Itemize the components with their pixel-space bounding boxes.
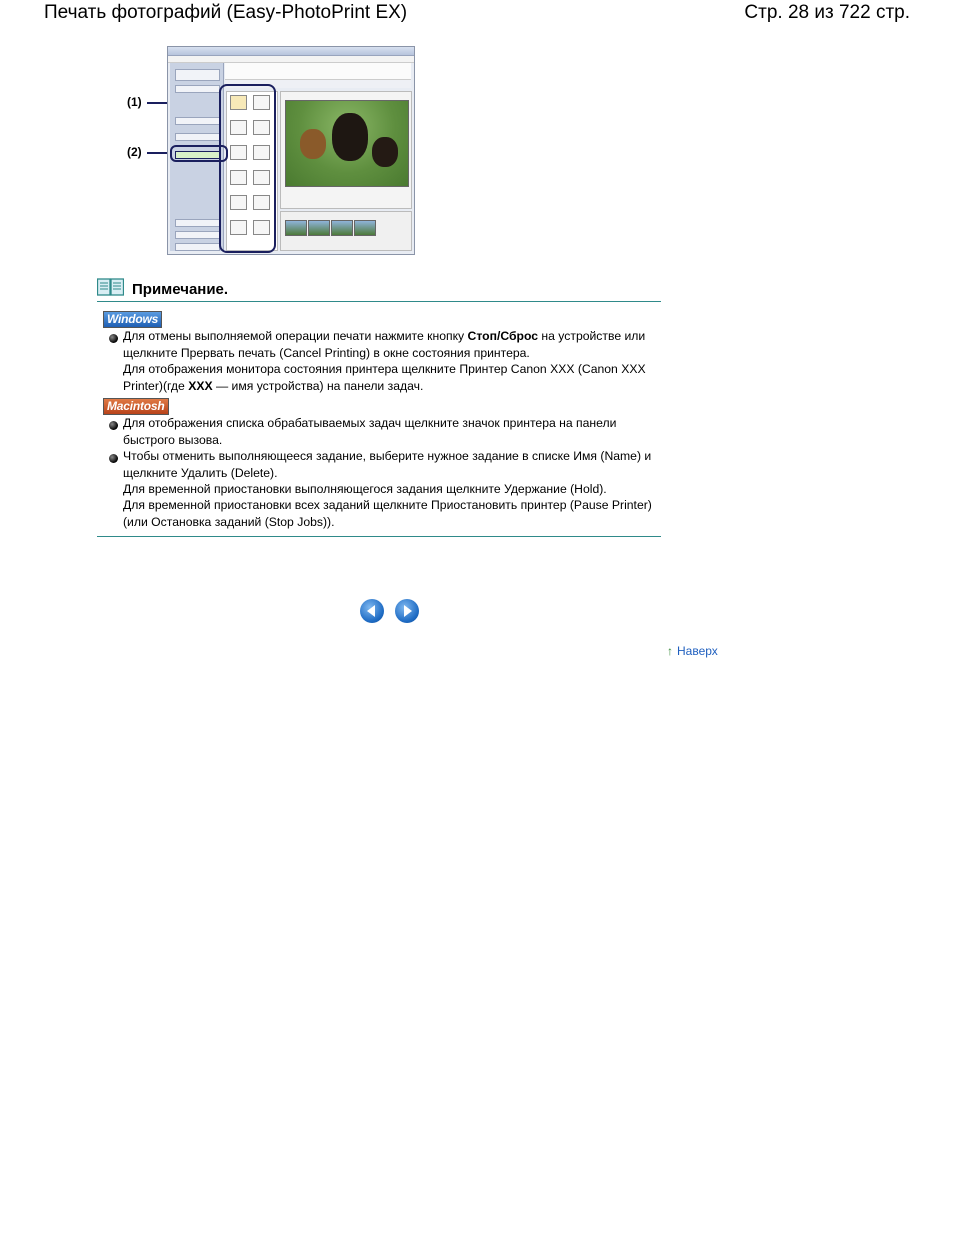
strip-photo [308, 220, 330, 236]
bullet-icon [109, 334, 118, 343]
macintosh-badge: Macintosh [103, 398, 169, 415]
strip-photo [285, 220, 307, 236]
sidebar-step [175, 85, 220, 93]
app-screenshot-figure [127, 44, 417, 256]
callout-label-2: (2) [127, 145, 142, 159]
sidebar-step [175, 69, 220, 81]
note-header [97, 276, 661, 302]
strip-photo [354, 220, 376, 236]
window-menubar [168, 56, 414, 63]
windows-note-cancel: Для отмены выполняемой операции печати нажмите кнопку Стоп/Сброс на устройстве или щелкните Прервать печать (Cancel Printing) в окне состояния принтера. [123, 329, 646, 360]
dog-shape [300, 129, 326, 159]
dog-shape [332, 113, 368, 161]
page-counter: Стр. 28 из 722 стр. [744, 2, 910, 23]
sidebar-step [175, 219, 220, 227]
open-book-icon [97, 277, 124, 297]
window-titlebar [168, 47, 414, 56]
document-title: Печать фотографий (Easy-PhotoPrint EX) [44, 2, 408, 23]
photo-strip [280, 211, 412, 251]
windows-badge: Windows [103, 311, 162, 328]
section-divider [97, 536, 661, 537]
callout-2-highlight [170, 145, 228, 162]
windows-note-monitor: Для отображения монитора состояния принтера щелкните Принтер Canon XXX (Canon XXX Printer)(где XXX — имя устройства) на панели задач. [123, 362, 646, 393]
next-arrow-icon [395, 599, 419, 623]
mac-note-pause: Для временной приостановки всех заданий щелкните Приостановить принтер (Pause Printer) (или Остановка заданий (Stop Jobs)). [123, 498, 652, 529]
prev-page-button[interactable] [360, 599, 384, 623]
mac-note-hold: Для временной приостановки выполняющегося задания щелкните Удержание (Hold). [123, 482, 607, 496]
sidebar-step [175, 117, 220, 125]
back-to-top-label: Наверх [677, 644, 718, 658]
mac-note-delete: Чтобы отменить выполняющееся задание, выберите нужное задание в списке Имя (Name) и щелкните Удалить (Delete). [123, 449, 652, 480]
note-title: Примечание. [132, 281, 229, 298]
strip-photo [331, 220, 353, 236]
next-page-button[interactable] [395, 599, 419, 623]
sidebar-step [175, 133, 220, 141]
up-arrow-icon: ↑ [667, 644, 673, 658]
back-to-top-link[interactable] [667, 644, 718, 658]
prev-arrow-icon [360, 599, 384, 623]
bullet-icon [109, 421, 118, 430]
callout-label-1: (1) [127, 95, 142, 109]
callout-1-highlight [219, 84, 276, 253]
sidebar-step [175, 243, 220, 251]
dogs-photo [285, 100, 409, 187]
instruction-area [225, 63, 411, 80]
bullet-icon [109, 454, 118, 463]
sidebar-step [175, 231, 220, 239]
dog-shape [372, 137, 398, 167]
mac-note-list: Для отображения списка обрабатываемых задач щелкните значок принтера на панели быстрого вызова. [123, 416, 617, 447]
print-preview [280, 91, 412, 209]
